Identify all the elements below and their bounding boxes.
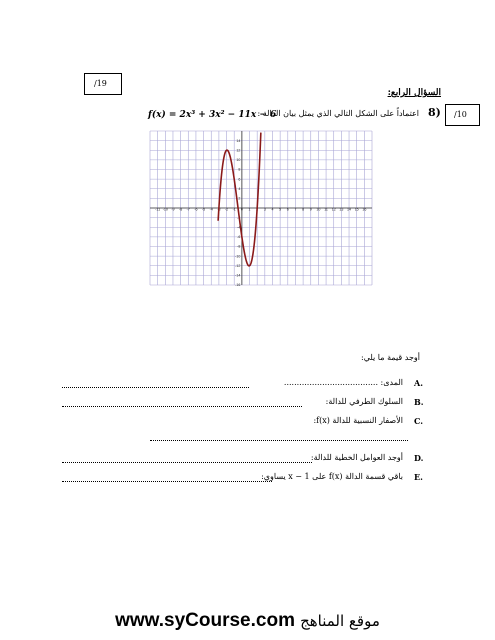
function-graph bbox=[150, 131, 372, 288]
y-tick-label: -16 bbox=[235, 283, 241, 288]
y-tick-label: -12 bbox=[235, 263, 241, 268]
item-d-text: أوجد العوامل الخطية للدالة: bbox=[310, 453, 403, 462]
item-b-answer-line bbox=[62, 406, 302, 407]
x-tick-label: 11 bbox=[324, 207, 328, 212]
x-tick-label: -6 bbox=[194, 207, 198, 212]
footer bbox=[0, 610, 495, 632]
x-tick-label: 16 bbox=[362, 207, 367, 212]
item-a-letter: A. bbox=[414, 378, 423, 388]
item-e-letter: E. bbox=[414, 472, 423, 482]
x-tick-label: -9 bbox=[171, 207, 175, 212]
x-tick-label: 5 bbox=[279, 207, 282, 212]
question-text: اعتماداً على الشكل التالي الذي يمثل بيان الدالة : bbox=[257, 109, 419, 118]
x-tick-label: 2 bbox=[256, 207, 259, 212]
y-tick-labels bbox=[232, 138, 241, 288]
x-tick-label: 0 bbox=[240, 207, 243, 212]
x-tick-label: 3 bbox=[263, 207, 266, 212]
function-expression: f(x) = 2x³ + 3x² − 11x − 6 bbox=[148, 110, 277, 120]
y-tick-label: -4 bbox=[237, 225, 241, 230]
total-score-box bbox=[84, 73, 122, 95]
find-prompt: أوجد قيمة ما يلي: bbox=[361, 353, 420, 362]
x-tick-label: -5 bbox=[201, 207, 206, 212]
item-d-answer-line bbox=[62, 462, 312, 463]
x-tick-label: 13 bbox=[339, 207, 344, 212]
item-c-text: الأصفار النسبية للدالة f(x): bbox=[313, 416, 403, 425]
item-b-text: السلوك الطرفي للدالة: bbox=[325, 397, 403, 406]
section-title: السؤال الرابع: bbox=[387, 88, 441, 98]
item-e-text: باقي قسمة الدالة f(x) على x − 1 يساوي: bbox=[261, 472, 403, 481]
item-c-letter: C. bbox=[414, 416, 424, 426]
x-tick-label: 9 bbox=[309, 207, 312, 212]
item-e-answer-line bbox=[62, 481, 272, 482]
y-tick-label: -6 bbox=[237, 235, 241, 240]
x-tick-label: 7 bbox=[294, 207, 297, 212]
footer-site[interactable]: www.syCourse.com bbox=[115, 610, 295, 631]
y-tick-label: 12 bbox=[236, 148, 241, 153]
y-tick-label: -10 bbox=[235, 254, 241, 259]
x-tick-label: 12 bbox=[331, 207, 336, 212]
item-a-answer-line bbox=[62, 387, 249, 388]
x-tick-label: -7 bbox=[186, 207, 190, 212]
y-tick-label: 6 bbox=[238, 177, 241, 182]
question-score-label: /10 bbox=[454, 110, 467, 119]
x-tick-label: 1 bbox=[248, 207, 251, 212]
x-tick-label: 15 bbox=[354, 207, 359, 212]
item-d-letter: D. bbox=[414, 453, 424, 463]
y-tick-label: 2 bbox=[238, 196, 241, 201]
item-a-text: المدى: ..................................... bbox=[283, 378, 403, 387]
y-tick-label: -8 bbox=[237, 244, 241, 249]
y-tick-label: 10 bbox=[236, 158, 241, 163]
y-tick-label: 14 bbox=[236, 138, 241, 143]
x-tick-label: -10 bbox=[162, 207, 168, 212]
x-tick-label: 10 bbox=[316, 207, 321, 212]
item-c-answer-line bbox=[150, 440, 408, 441]
x-tick-label: -1 bbox=[232, 207, 236, 212]
x-tick-label: -11 bbox=[155, 207, 161, 212]
y-tick-label: 4 bbox=[238, 186, 241, 191]
x-tick-label: -3 bbox=[217, 207, 221, 212]
x-tick-label: -4 bbox=[209, 207, 213, 212]
x-tick-label: 8 bbox=[302, 207, 305, 212]
x-tick-label: -2 bbox=[224, 207, 229, 212]
footer-arabic: موقع المناهج bbox=[300, 612, 380, 630]
total-score-label: /19 bbox=[94, 79, 107, 88]
x-tick-label: 4 bbox=[271, 207, 274, 212]
y-tick-label: 8 bbox=[238, 167, 241, 172]
y-tick-label: -14 bbox=[235, 273, 241, 278]
question-number: 8) bbox=[428, 106, 441, 119]
x-tick-label: 6 bbox=[286, 207, 289, 212]
x-tick-label: -8 bbox=[179, 207, 183, 212]
x-tick-label: 14 bbox=[347, 207, 352, 212]
y-tick-label: -2 bbox=[237, 215, 241, 220]
question-score-box bbox=[445, 104, 480, 126]
item-b-letter: B. bbox=[414, 397, 424, 407]
